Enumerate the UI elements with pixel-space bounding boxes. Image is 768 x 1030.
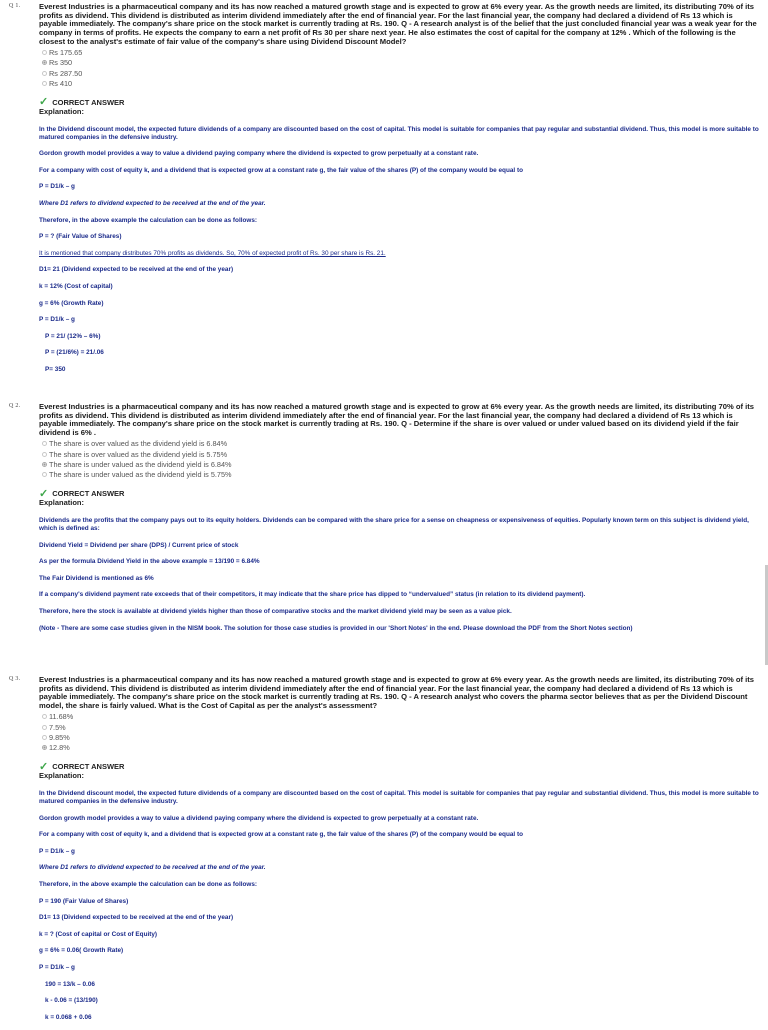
explanation-paragraph: Where D1 refers to dividend expected to be received at the end of the year.	[39, 200, 266, 208]
explanation-paragraph: g = 6% (Growth Rate)	[39, 299, 104, 307]
answer-option[interactable]	[39, 58, 760, 68]
explanation-paragraph: D1= 21 (Dividend expected to be received at the end of the year)	[39, 266, 234, 274]
question-body	[39, 403, 760, 641]
option-label: Rs 350	[49, 58, 73, 68]
correct-answer-label: ✓ CORRECT ANSWER	[39, 760, 125, 773]
explanation-paragraph: For a company with cost of equity k, and a dividend that is expected grow at a constant rate g, the fair value of the shares (P) of the company would be equal to	[39, 831, 523, 839]
option-label: 12.8%	[49, 743, 70, 753]
checkmark-icon: ✓	[39, 760, 49, 773]
radio-button[interactable]	[42, 714, 47, 719]
explanation-paragraph: k = ? (Cost of capital or Cost of Equity)	[39, 930, 158, 938]
explanation	[39, 517, 760, 633]
correct-answer-label: ✓ CORRECT ANSWER	[39, 96, 125, 109]
explanation-title: Explanation:	[39, 771, 85, 780]
radio-button[interactable]	[42, 462, 47, 467]
explanation-paragraph: Dividend Yield = Dividend per share (DPS) / Current price of stock	[39, 541, 239, 549]
answer-options	[39, 439, 760, 480]
question-number: Q 1.	[9, 3, 21, 9]
answer-option[interactable]	[39, 743, 760, 753]
answer-option[interactable]	[39, 459, 760, 469]
option-label: The share is over valued as the dividend yield is 5.75%	[49, 449, 228, 459]
answer-option[interactable]	[39, 712, 760, 722]
explanation-paragraph: It is mentioned that company distributes 70% profits as dividends. So, 70% of expected profit of Rs. 30 per share is Rs. 21.	[39, 249, 386, 257]
question-body	[39, 676, 760, 1030]
question-body	[39, 3, 760, 383]
checkmark-icon: ✓	[39, 487, 49, 500]
explanation-paragraph: P = D1/k – g	[39, 316, 75, 324]
radio-button[interactable]	[42, 50, 47, 55]
correct-answer-label: ✓ CORRECT ANSWER	[39, 487, 125, 500]
explanation-title: Explanation:	[39, 106, 85, 116]
explanation-paragraph: P = D1/k – g	[39, 847, 75, 855]
radio-button[interactable]	[42, 60, 47, 65]
option-label: Rs 175.65	[49, 48, 83, 58]
explanation-paragraph: P = 190 (Fair Value of Shares)	[39, 897, 129, 905]
question-number: Q 3.	[9, 676, 21, 682]
radio-button[interactable]	[42, 81, 47, 86]
answer-option[interactable]	[39, 732, 760, 742]
explanation-paragraph: If a company's dividend payment rate exceeds that of their competitors, it may indicate that the share price has dipped to “undervalued” status (in relation to its dividend payment).	[39, 591, 586, 599]
explanation-paragraph: P = ? (Fair Value of Shares)	[39, 233, 122, 241]
explanation-paragraph: Therefore, here the stock is available at dividend yields higher than those of comparative stocks and the market dividend yield may be seen as a value pick.	[39, 607, 512, 615]
question-number: Q 2.	[9, 403, 21, 409]
answer-option[interactable]	[39, 439, 760, 449]
explanation-paragraph: D1= 13 (Dividend expected to be received at the end of the year)	[39, 914, 234, 922]
explanation-paragraph: (Note - There are some case studies given in the NISM book. The solution for those case studies is provided in our 'Short Notes' in the end. Please download the PDF from the Short Notes section)	[39, 624, 633, 632]
option-label: The share is under valued as the dividend yield is 6.84%	[49, 460, 232, 470]
explanation	[39, 126, 760, 374]
answer-options	[39, 48, 760, 89]
option-label: 9.85%	[49, 733, 70, 743]
answer-option[interactable]	[39, 722, 760, 732]
radio-button[interactable]	[42, 472, 47, 477]
explanation-paragraph: P = 21/ (12% – 6%)	[45, 332, 101, 340]
explanation-paragraph: In the Dividend discount model, the expected future dividends of a company are discounted based on the cost of capital. This model is suitable for companies that pay regular and substantial dividend. Thus, this model is more suitable to matured companies in the defensive industry.	[39, 790, 759, 805]
answer-options	[39, 712, 760, 753]
option-label: The share is over valued as the dividend yield is 6.84%	[49, 439, 228, 449]
radio-button[interactable]	[42, 735, 47, 740]
explanation-paragraph: 190 = 13/k – 0.06	[45, 980, 95, 988]
radio-button[interactable]	[42, 441, 47, 446]
radio-button[interactable]	[42, 71, 47, 76]
option-label: Rs 410	[49, 79, 73, 89]
question-text: Everest Industries is a pharmaceutical company and its has now reached a matured growth stage and is expected to grow at 6% every year. As the growth needs are limited, its distributing 70% of its profits as dividend. This dividend is distributed as interim dividend immediately after the end of financial year. For the last financial year, the company had declared a dividend of Rs 13 which is payable immediately. The company's share price on the stock market is currently trading at Rs. 190. Q - A research analyst is of the belief that the just concluded financial year was a weak year for the company in terms of profits. He expects the company to earn a net profit of Rs 30 per share next year. He also estimates the cost of capital for the company at 12% . Which of the following is the closest to the analyst's estimate of fair value of the company's share using Dividend Discount Model?	[39, 2, 757, 46]
explanation-paragraph: P = (21/6%) = 21/.06	[45, 349, 104, 357]
answer-option[interactable]	[39, 449, 760, 459]
checkmark-icon: ✓	[39, 96, 49, 109]
explanation-paragraph: g = 6% = 0.06( Growth Rate)	[39, 947, 124, 955]
explanation-paragraph: The Fair Dividend is mentioned as 6%	[39, 574, 154, 582]
explanation-paragraph: Gordon growth model provides a way to value a dividend paying company where the dividend is expected to grow perpetually at a constant rate.	[39, 150, 479, 158]
question-text: Everest Industries is a pharmaceutical company and its has now reached a matured growth stage and is expected to grow at 6% every year. As the growth needs are limited, its distributing 70% of its profits as dividend. This dividend is distributed as interim dividend immediately after the end of financial year. For the last financial year, the company had declared a dividend of Rs 13 which is payable immediately. The company's share price on the stock market is currently trading at Rs. 190. Q - Determine if the share is over valued or under valued based on its dividend yield if the fair dividend is 6% .	[39, 402, 755, 438]
explanation-title: Explanation:	[39, 498, 85, 507]
explanation-paragraph: P= 350	[45, 366, 66, 374]
explanation-paragraph: Where D1 refers to dividend expected to be received at the end of the year.	[39, 864, 266, 872]
answer-option[interactable]	[39, 470, 760, 480]
explanation-paragraph: For a company with cost of equity k, and a dividend that is expected grow at a constant rate g, the fair value of the shares (P) of the company would be equal to	[39, 166, 523, 174]
explanation-paragraph: k - 0.06 = (13/190)	[45, 997, 98, 1005]
explanation-paragraph: Therefore, in the above example the calculation can be done as follows:	[39, 880, 258, 888]
answer-option[interactable]	[39, 68, 760, 78]
answer-option[interactable]	[39, 78, 760, 88]
option-label: 7.5%	[49, 722, 66, 732]
explanation-paragraph: In the Dividend discount model, the expected future dividends of a company are discounted based on the cost of capital. This model is suitable for companies that pay regular and substantial dividend. Thus, this model is more suitable to matured companies in the defensive industry.	[39, 125, 759, 141]
option-label: 11.68%	[49, 712, 74, 722]
explanation-paragraph: Gordon growth model provides a way to value a dividend paying company where the dividend is expected to grow perpetually at a constant rate.	[39, 814, 479, 822]
explanation-paragraph: As per the formula Dividend Yield in the above example = 13/190 = 6.84%	[39, 558, 260, 566]
explanation-paragraph: Dividends are the profits that the company pays out to its equity holders. Dividends can be compared with the share price for a sense on cheapness or expensiveness of equities. Popularly known term on this subject is dividend yield, which is defined as:	[39, 517, 749, 532]
answer-option[interactable]	[39, 48, 760, 58]
radio-button[interactable]	[42, 725, 47, 730]
radio-button[interactable]	[42, 745, 47, 750]
explanation-paragraph: k = 0.068 + 0.06	[45, 1013, 92, 1021]
option-label: The share is under valued as the dividend yield is 5.75%	[49, 470, 232, 480]
question-text: Everest Industries is a pharmaceutical company and its has now reached a matured growth stage and is expected to grow at 6% every year. As the growth needs are limited, its distributing 70% of its profits as dividend. This dividend is distributed as interim dividend immediately after the end of financial year. For the last financial year, the company had declared a dividend of Rs 13 which is payable immediately. The company's share price on the stock market is currently trading at Rs. 190. Q - A research analyst who covers the pharma sector believes that as per the Dividend Discount model, the share is fairly valued. What is the Cost of Capital as per the analyst's assessment?	[39, 675, 755, 711]
option-label: Rs 287.50	[49, 68, 83, 78]
radio-button[interactable]	[42, 452, 47, 457]
explanation-paragraph: k = 12% (Cost of capital)	[39, 283, 113, 291]
explanation-paragraph: P = D1/k – g	[39, 963, 75, 971]
explanation-paragraph: Therefore, in the above example the calculation can be done as follows:	[39, 216, 258, 224]
explanation-paragraph: P = D1/k – g	[39, 183, 75, 191]
explanation	[39, 790, 760, 1022]
